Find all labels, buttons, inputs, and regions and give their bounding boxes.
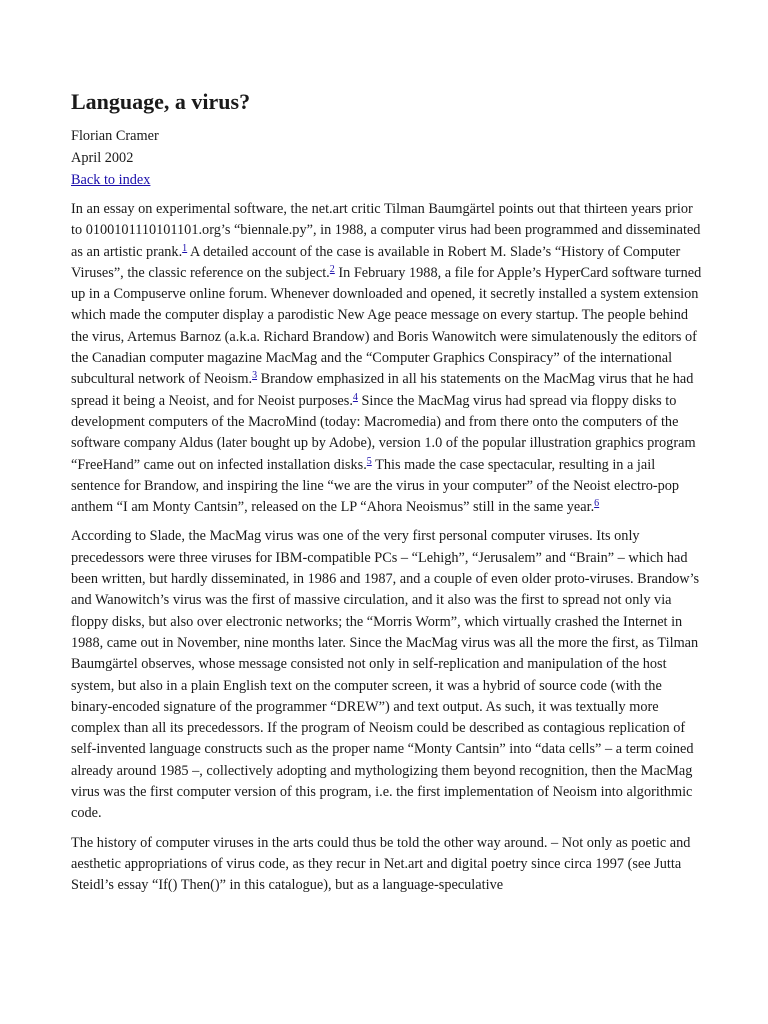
author: Florian Cramer <box>71 128 159 144</box>
article-meta <box>71 125 704 191</box>
footnote-link[interactable]: 6 <box>594 498 600 510</box>
page-title: Language, a virus? <box>71 89 251 114</box>
footnote-link[interactable]: 5 <box>366 455 372 467</box>
paragraph-text: According to Slade, the MacMag virus was one of the very first personal computer viruses. Its only precedessors were three viruses for IBM-compatible PCs – “Lehigh”, “Jerusalem” and “Brain” – which had been written, but hardly disseminated, in 1986 and 1987, and a couple of even older proto-viruses. Brandow’s and Wanowitch’s virus was the first of massive circulation, and it also was the first to spread not only via floppy disks, but also over electronic networks; the “Morris Worm”, which virtually crashed the Internet in 1988, came out in November, nine months later. Since the MacMag virus was all the more the first, as Tilman Baumgärtel observes, whose message consisted not only in self-replication and manipulation of the host system, but also in a plain English text on the computer screen, it was a hybrid of source code (with the binary-encoded signature of the programmer “DREW”) and text output. As such, it was textually more complex than all its precedessors. If the program of Neoism could be described as contagious replication of self-invented language constructs such as the proper name “Monty Cantsin” into “data cells” – a term coined already around 1985 –, collectively adopting and mythologizing them beyond recognition, then the MacMag virus was the first computer version of this program, i.e. the first implementation of Neoism into algorithmic code. <box>71 528 700 822</box>
body-paragraph <box>71 833 704 897</box>
date: April 2002 <box>71 150 134 166</box>
paragraph-text: In an essay on experimental software, the net.art critic Tilman Baumgärtel points out that thirteen years prior to 0100101110101101.org’s “biennale.py”, in 1988, a computer virus had been programmed and disseminated as an artistic prank. <box>71 201 701 260</box>
article-body <box>71 199 704 897</box>
back-to-index-link[interactable]: Back to index <box>71 172 151 188</box>
footnote-ref <box>594 498 599 509</box>
paragraph-text: A detailed account of the case is available in Robert M. Slade’s “History of Computer Viruses”, the classic reference on the subject. <box>71 243 681 281</box>
footnote-link[interactable]: 1 <box>182 242 188 254</box>
paragraph-text: In February 1988, a file for Apple’s HyperCard software turned up in a Compuserve online forum. Whenever downloaded and opened, it secretly installed a system extension which made the computer display a parodistic New Age peace message on every startup. The people behind the virus, Artemus Barnoz (a.k.a. Richard Brandow) and Boris Wanowitch were simulatenously the editors of the Canadian computer magazine MacMag and the “Computer Graphics Conspiracy” of the international subcultural network of Neoism. <box>71 264 702 388</box>
paragraph-text: The history of computer viruses in the arts could thus be told the other way around. – Not only as poetic and aesthetic appropriations of virus code, as they recur in Net.art and digital poetry since circa 1997 (see Jutta Steidl’s essay “If() Then()” in this catalogue), but as a language-speculative <box>71 834 691 894</box>
paragraph-text: Since the MacMag virus had spread via floppy disks to development computers of the MacroMind (today: Macromedia) and from there onto the computers of the software company Aldus (later bought up by Adobe), version 1.0 of the popular illustration graphics program “FreeHand” came out on infected installation disks. <box>71 392 696 473</box>
body-paragraph <box>71 526 704 824</box>
paragraph-text: This made the case spectacular, resulting in a jail sentence for Brandow, and inspiring the line “we are the virus in your computer” of the Neoist electro-pop anthem “I am Monty Cantsin”, released on the LP “Ahora Neoismus” still in the same year. <box>71 456 680 516</box>
body-paragraph <box>71 199 704 518</box>
footnote-link[interactable]: 3 <box>252 370 258 382</box>
paragraph-text: Brandow emphasized in all his statements on the MacMag virus that he had spread it being a Neoist, and for Neoist purposes. <box>71 371 694 409</box>
footnote-link[interactable]: 2 <box>329 263 335 275</box>
footnote-link[interactable]: 4 <box>352 391 358 403</box>
